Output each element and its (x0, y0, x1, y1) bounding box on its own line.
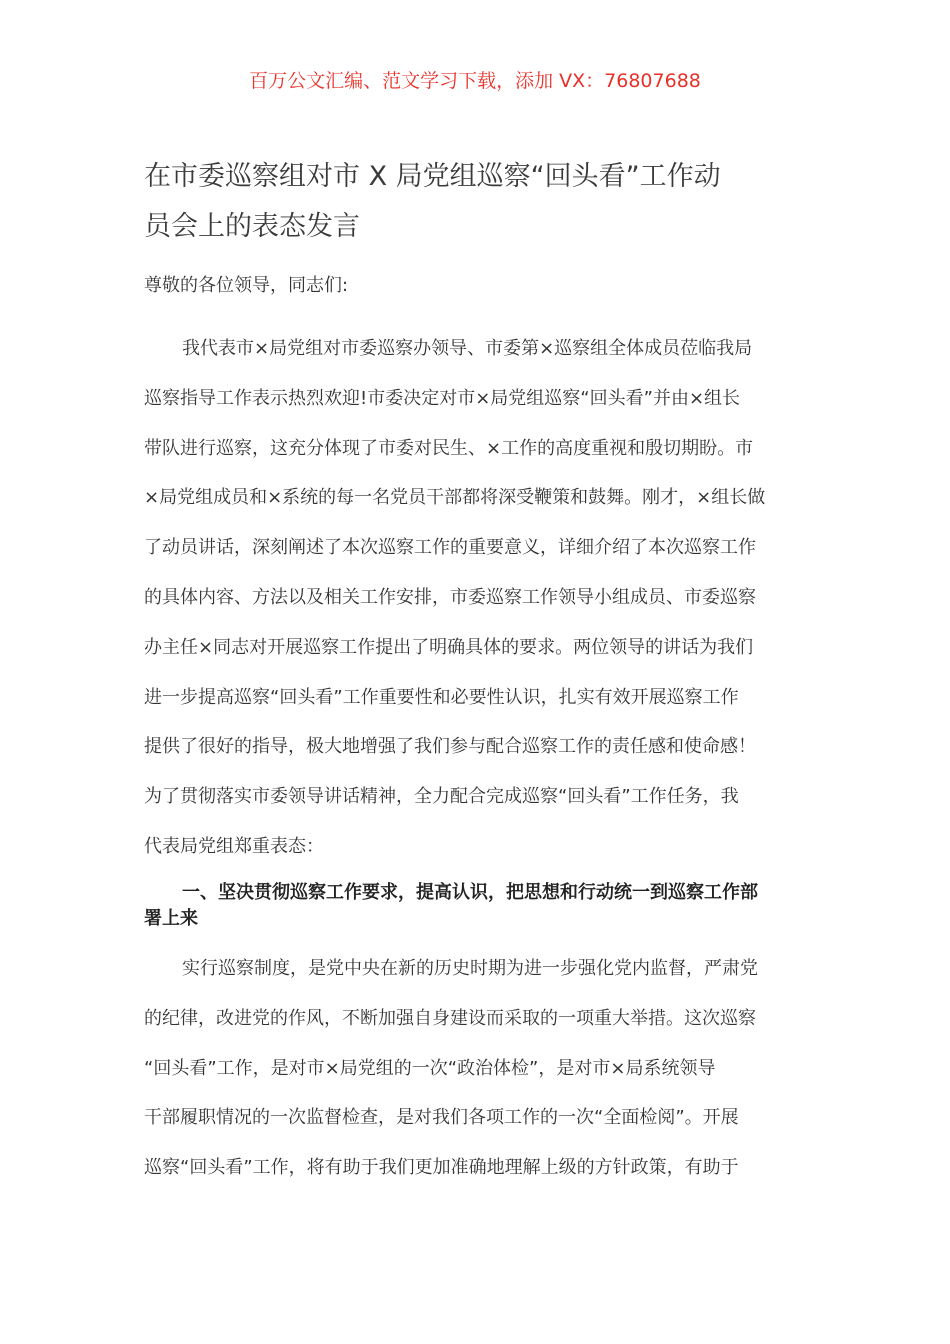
salutation: 尊敬的各位领导，同志们: (144, 275, 349, 296)
document-title: 在市委巡察组对市 X 局党组巡察“回头看”工作动 员会上的表态发言 (144, 161, 721, 242)
watermark-banner: 百万公文汇编、范文学习下载，添加 VX：76807688 (249, 70, 701, 92)
section-1-paragraph: 实行巡察制度，是党中央在新的历史时期为进一步强化党内监督，严肃党 的纪律，改进党的作风，不断加强自身建设而采取的一项重大举措。这次巡察 “回头看”工作，是对市×局党组的一次“政治体检”，是对市×局系统领导 干部履职情况的一次监督检查，是对我们各项工作的一次“全面检阅”。开展 巡察“回头看”工作，将有助于我们更加准确地理解上级的方针政策，有助于 (144, 958, 758, 1179)
section-heading-1: 一、坚决贯彻巡察工作要求，提高认识，把思想和行动统一到巡察工作部 署上来 (144, 882, 758, 929)
opening-paragraph: 我代表市×局党组对市委巡察办领导、市委第×巡察组全体成员莅临我局 巡察指导工作表示热烈欢迎!市委决定对市×局党组巡察“回头看”并由×组长 带队进行巡察，这充分体现了市委对民生、×工作的高度重视和殷切期盼。市 ×局党组成员和×系统的每一名党员干部都将深受鞭策和鼓舞。刚才，×组长做 了动员讲话，深刻阐述了本次巡察工作的重要意义，详细介绍了本次巡察工作 的具体内容、方法以及相关工作安排，市委巡察工作领导小组成员、市委巡察 办主任×同志对开展巡察工作提出了明确具体的要求。两位领导的讲话为我们 进一步提高巡察“回头看”工作重要性和必要性认识，扎实有效开展巡察工作 提供了很好的指导，极大地增强了我们参与配合巡察工作的责任感和使命感！ 为了贯彻落实市委领导讲话精神，全力配合完成巡察“回头看”工作任务，我 代表局党组郑重表态： (144, 338, 766, 857)
